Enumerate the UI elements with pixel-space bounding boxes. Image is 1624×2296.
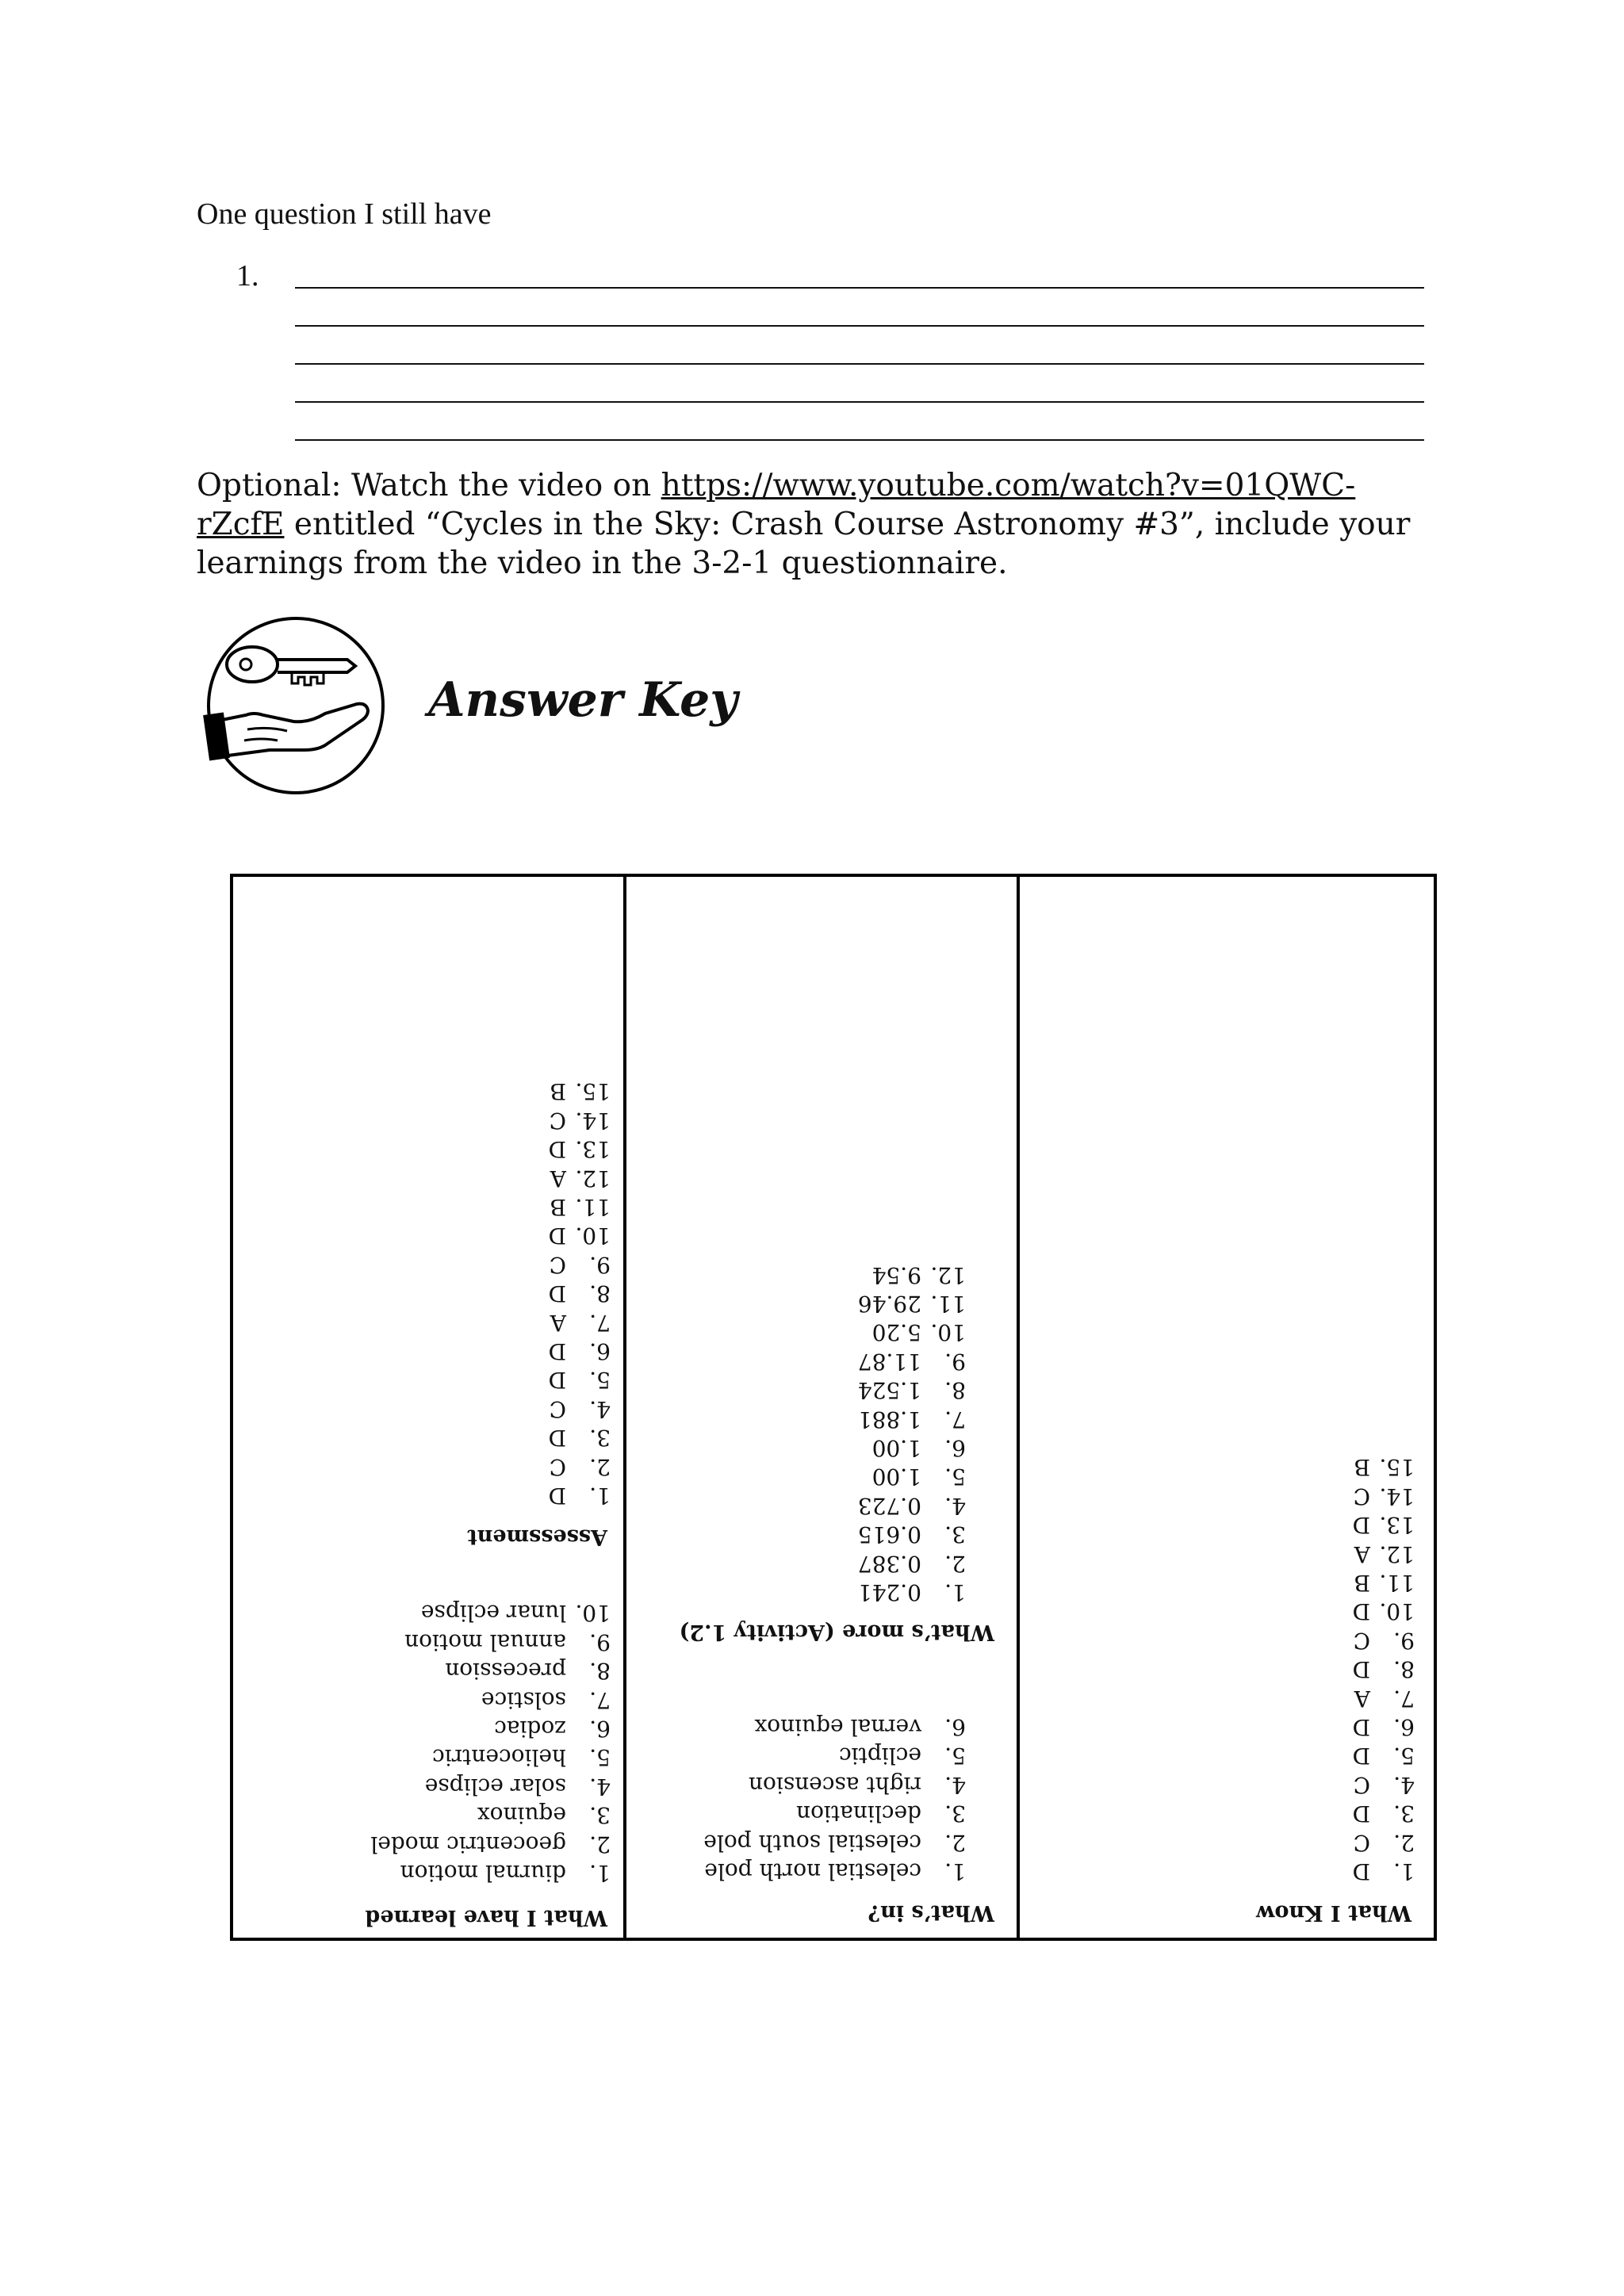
assessment-row xyxy=(549,1481,611,1510)
whats-more-number: 2. xyxy=(944,1550,966,1577)
what-i-know-row xyxy=(1353,1799,1415,1827)
what-i-know-number: 7. xyxy=(1393,1685,1415,1712)
learned-answer: precession xyxy=(445,1658,566,1685)
learned-row xyxy=(432,1743,611,1771)
what-i-know-answer: D xyxy=(1352,1598,1370,1625)
rotated-content xyxy=(233,877,623,1938)
rotated-content xyxy=(626,877,1017,1938)
what-i-know-number: 8. xyxy=(1393,1656,1415,1683)
whats-more-number: 1. xyxy=(944,1579,966,1605)
assessment-answer: B xyxy=(550,1078,566,1105)
whats-more-row xyxy=(858,1289,966,1318)
what-i-know-number: 14. xyxy=(1379,1483,1415,1510)
whats-more-answer: 0.615 xyxy=(857,1521,921,1548)
learned-answer: zodiac xyxy=(494,1716,566,1742)
assessment-row xyxy=(549,1221,611,1249)
assessment-row xyxy=(550,1395,611,1423)
whats-more-answer: 1.881 xyxy=(857,1406,921,1433)
whats-more-row xyxy=(858,1347,966,1376)
learned-number: 1. xyxy=(589,1860,611,1886)
answer-line[interactable] xyxy=(295,287,1424,289)
assessment-number: 13. xyxy=(575,1136,611,1163)
learned-number: 5. xyxy=(589,1744,611,1771)
assessment-number: 4. xyxy=(589,1395,611,1422)
what-i-know-answer: D xyxy=(1352,1743,1370,1770)
whats-more-row xyxy=(858,1376,966,1404)
assessment-number: 15. xyxy=(575,1078,611,1105)
learned-row xyxy=(404,1628,611,1656)
assessment-row xyxy=(549,1337,611,1365)
learned-row xyxy=(370,1830,611,1858)
answer-line[interactable] xyxy=(295,439,1424,441)
heading-assessment: Assessment xyxy=(467,1525,607,1549)
whats-more-row xyxy=(872,1261,966,1289)
what-i-know-row xyxy=(1353,1712,1415,1741)
learned-row xyxy=(477,1800,611,1829)
what-i-know-row xyxy=(1353,1741,1415,1770)
heading-whats-more: What’s more (Activity 1.2) xyxy=(679,1620,994,1644)
what-i-know-row xyxy=(1354,1482,1415,1510)
learned-answer: diurnal motion xyxy=(400,1860,566,1886)
assessment-answer: D xyxy=(548,1338,566,1364)
column-whats-in xyxy=(623,874,1020,1941)
learned-row xyxy=(425,1772,611,1800)
whats-in-number: 5. xyxy=(944,1743,966,1770)
whats-more-answer: 1.524 xyxy=(857,1377,921,1404)
what-i-know-number: 4. xyxy=(1393,1771,1415,1798)
whats-more-answer: 0.241 xyxy=(857,1579,921,1605)
assessment-answer: A xyxy=(550,1165,566,1192)
what-i-know-row xyxy=(1354,1626,1415,1655)
what-i-know-number: 6. xyxy=(1393,1714,1415,1740)
whats-in-row xyxy=(749,1770,966,1799)
whats-in-number: 1. xyxy=(944,1858,966,1885)
assessment-row xyxy=(549,1135,611,1163)
question-heading: One question I still have xyxy=(197,197,492,231)
whats-more-number: 11. xyxy=(930,1291,966,1317)
assessment-answer: C xyxy=(549,1453,566,1480)
what-i-know-number: 12. xyxy=(1379,1540,1415,1567)
whats-more-answer: 0.387 xyxy=(857,1550,921,1577)
whats-more-number: 8. xyxy=(944,1377,966,1404)
assessment-number: 2. xyxy=(589,1453,611,1480)
assessment-row xyxy=(549,1279,611,1307)
learned-answer: solstice xyxy=(481,1686,566,1713)
optional-note-suffix: entitled “Cycles in the Sky: Crash Course Astronomy #3”, include your learnings from the video in the 3-2-1 questionnaire. xyxy=(197,507,1411,581)
what-i-know-row xyxy=(1353,1510,1415,1539)
whats-more-number: 9. xyxy=(944,1348,966,1375)
whats-in-answer: ecliptic xyxy=(839,1743,921,1770)
answer-key-title: Answer Key xyxy=(428,672,738,728)
heading-whats-in: What’s in? xyxy=(868,1900,994,1925)
whats-more-row xyxy=(872,1462,966,1490)
what-i-know-answer: D xyxy=(1352,1714,1370,1740)
whats-more-answer: 5.20 xyxy=(871,1319,921,1346)
learned-number: 10. xyxy=(575,1600,611,1627)
assessment-row xyxy=(550,1250,611,1279)
whats-more-number: 10. xyxy=(930,1319,966,1346)
assessment-answer: D xyxy=(548,1280,566,1307)
what-i-know-number: 1. xyxy=(1393,1858,1415,1885)
what-i-know-number: 10. xyxy=(1379,1598,1415,1625)
whats-more-row xyxy=(872,1433,966,1462)
video-link[interactable]: https://www.youtube.com/watch?v=01QWC-rZcfE xyxy=(197,468,1356,542)
what-i-know-row xyxy=(1354,1568,1415,1597)
what-i-know-answer: B xyxy=(1354,1454,1370,1481)
whats-in-number: 2. xyxy=(944,1829,966,1856)
whats-in-row xyxy=(796,1799,966,1827)
what-i-know-number: 2. xyxy=(1393,1829,1415,1856)
what-i-know-row xyxy=(1354,1770,1415,1799)
whats-in-row xyxy=(839,1741,966,1770)
what-i-know-answer: C xyxy=(1353,1627,1370,1654)
what-i-know-row xyxy=(1353,1857,1415,1885)
answer-key-table xyxy=(230,874,1437,1941)
assessment-answer: A xyxy=(550,1309,566,1336)
what-i-know-answer: D xyxy=(1352,1656,1370,1683)
learned-answer: geocentric model xyxy=(370,1831,566,1858)
learned-row xyxy=(421,1598,611,1627)
assessment-row xyxy=(550,1106,611,1135)
assessment-answer: D xyxy=(548,1367,566,1394)
heading-what-i-have-learned: What I have learned xyxy=(365,1905,607,1930)
what-i-know-number: 5. xyxy=(1393,1743,1415,1770)
what-i-know-number: 11. xyxy=(1379,1570,1415,1596)
whats-more-answer: 1.00 xyxy=(871,1464,921,1490)
assessment-answer: D xyxy=(548,1136,566,1163)
assessment-number: 1. xyxy=(589,1483,611,1509)
column-what-i-know xyxy=(1017,874,1437,1941)
what-i-know-answer: D xyxy=(1352,1512,1370,1539)
assessment-row xyxy=(550,1164,611,1192)
learned-row xyxy=(445,1656,611,1685)
what-i-know-answer: A xyxy=(1354,1540,1370,1567)
learned-number: 3. xyxy=(589,1802,611,1829)
assessment-row xyxy=(550,1452,611,1481)
whats-more-number: 5. xyxy=(944,1464,966,1490)
heading-what-i-know: What I Know xyxy=(1256,1900,1411,1925)
optional-note xyxy=(197,466,1434,583)
what-i-know-number: 13. xyxy=(1379,1512,1415,1539)
assessment-number: 3. xyxy=(589,1425,611,1452)
assessment-row xyxy=(550,1077,611,1105)
optional-note-prefix: Optional: Watch the video on xyxy=(197,468,661,503)
what-i-know-row xyxy=(1354,1684,1415,1712)
assessment-row xyxy=(549,1423,611,1452)
learned-answer: annual motion xyxy=(404,1628,566,1655)
whats-in-row xyxy=(754,1712,966,1741)
assessment-answer: C xyxy=(549,1251,566,1278)
whats-more-row xyxy=(872,1318,966,1346)
assessment-answer: B xyxy=(550,1194,566,1220)
whats-in-row xyxy=(703,1828,966,1857)
rotated-content xyxy=(1020,877,1434,1938)
what-i-know-answer: D xyxy=(1352,1800,1370,1827)
what-i-know-row xyxy=(1354,1452,1415,1481)
whats-in-number: 3. xyxy=(944,1800,966,1827)
whats-more-row xyxy=(858,1520,966,1548)
assessment-answer: C xyxy=(549,1395,566,1422)
learned-number: 8. xyxy=(589,1658,611,1685)
assessment-row xyxy=(550,1192,611,1221)
whats-in-number: 4. xyxy=(944,1771,966,1798)
assessment-number: 5. xyxy=(589,1367,611,1394)
learned-answer: heliocentric xyxy=(432,1744,566,1771)
assessment-row xyxy=(549,1365,611,1394)
whats-more-number: 12. xyxy=(930,1261,966,1288)
learned-answer: solar eclipse xyxy=(424,1773,566,1800)
learned-row xyxy=(400,1858,611,1887)
what-i-know-answer: C xyxy=(1353,1483,1370,1510)
what-i-know-answer: A xyxy=(1354,1685,1370,1712)
what-i-know-answer: C xyxy=(1353,1829,1370,1856)
column-what-i-have-learned xyxy=(230,874,626,1941)
what-i-know-answer: B xyxy=(1354,1570,1370,1596)
question-number: 1. xyxy=(236,259,259,293)
answer-line[interactable] xyxy=(295,401,1424,403)
what-i-know-row xyxy=(1354,1540,1415,1568)
what-i-know-row xyxy=(1354,1828,1415,1857)
assessment-row xyxy=(550,1308,611,1337)
answer-line[interactable] xyxy=(295,325,1424,327)
whats-more-number: 3. xyxy=(944,1521,966,1548)
assessment-answer: D xyxy=(548,1483,566,1509)
learned-answer: lunar eclipse xyxy=(420,1600,566,1627)
learned-number: 9. xyxy=(589,1628,611,1655)
assessment-number: 14. xyxy=(575,1107,611,1134)
what-i-know-answer: C xyxy=(1353,1771,1370,1798)
whats-in-row xyxy=(704,1857,966,1885)
whats-more-row xyxy=(858,1549,966,1578)
learned-number: 2. xyxy=(589,1831,611,1858)
whats-more-answer: 29.46 xyxy=(857,1291,921,1317)
what-i-know-row xyxy=(1353,1655,1415,1683)
whats-in-answer: declination xyxy=(796,1800,921,1827)
whats-more-answer: 9.54 xyxy=(871,1261,921,1288)
key-in-hand-icon xyxy=(198,610,393,801)
learned-row xyxy=(494,1714,611,1743)
assessment-number: 11. xyxy=(575,1194,611,1220)
learned-number: 7. xyxy=(589,1686,611,1713)
assessment-number: 12. xyxy=(575,1165,611,1192)
assessment-answer: D xyxy=(548,1223,566,1249)
whats-more-answer: 11.87 xyxy=(857,1348,921,1375)
what-i-know-row xyxy=(1353,1597,1415,1625)
what-i-know-answer: D xyxy=(1352,1858,1370,1885)
learned-number: 4. xyxy=(589,1773,611,1800)
whats-in-answer: vernal equinox xyxy=(754,1714,921,1740)
whats-in-answer: celestial north pole xyxy=(704,1858,921,1885)
answer-line[interactable] xyxy=(295,363,1424,365)
what-i-know-number: 3. xyxy=(1393,1800,1415,1827)
assessment-answer: C xyxy=(549,1107,566,1134)
what-i-know-number: 15. xyxy=(1379,1454,1415,1481)
learned-answer: equinox xyxy=(477,1802,566,1829)
learned-number: 6. xyxy=(589,1716,611,1742)
whats-in-number: 6. xyxy=(944,1714,966,1740)
whats-more-number: 4. xyxy=(944,1492,966,1519)
whats-more-number: 6. xyxy=(944,1435,966,1461)
whats-more-answer: 1.00 xyxy=(871,1435,921,1461)
assessment-answer: D xyxy=(548,1425,566,1452)
assessment-number: 7. xyxy=(589,1309,611,1336)
learned-row xyxy=(481,1686,611,1714)
whats-more-number: 7. xyxy=(944,1406,966,1433)
whats-in-answer: right ascension xyxy=(748,1771,921,1798)
whats-more-row xyxy=(858,1405,966,1433)
assessment-number: 6. xyxy=(589,1338,611,1364)
assessment-number: 8. xyxy=(589,1280,611,1307)
whats-in-answer: celestial south pole xyxy=(703,1829,921,1856)
whats-more-answer: 0.723 xyxy=(857,1492,921,1519)
assessment-number: 9. xyxy=(589,1251,611,1278)
what-i-know-number: 9. xyxy=(1393,1627,1415,1654)
whats-more-row xyxy=(858,1578,966,1606)
assessment-number: 10. xyxy=(575,1223,611,1249)
whats-more-row xyxy=(858,1491,966,1520)
